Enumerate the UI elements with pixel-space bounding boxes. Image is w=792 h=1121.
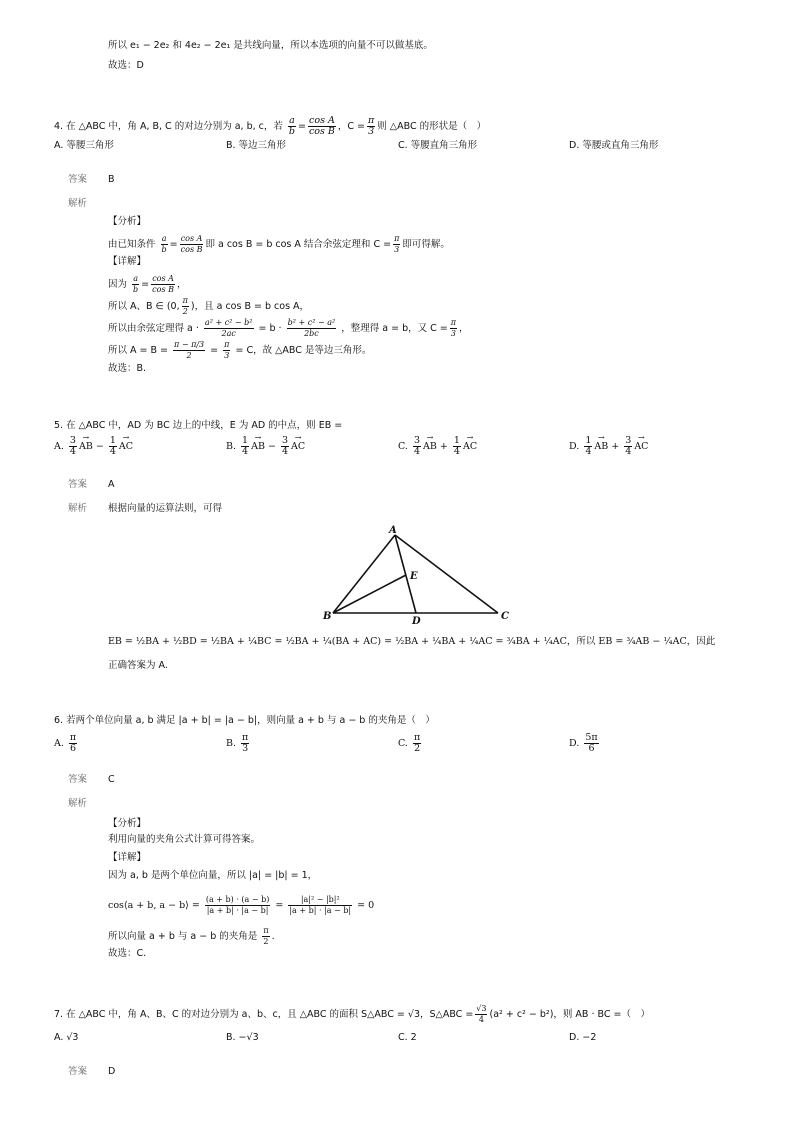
q4-analysis-label: 解析 [68,198,88,209]
q5-option-c[interactable]: C. $\frac{3}{4}$ → AB + $\frac{1}{4}$ → AC [398,436,477,458]
q6-conclusion: 故选：C. [108,948,147,959]
q6-option-c[interactable]: C. $\frac{\pi}{2}$ [398,732,421,754]
q5-answer-label: 答案 [68,479,88,490]
q6-analysis-label: 解析 [68,798,88,809]
q4-conclusion: 故选：B. [108,363,147,374]
triangle-figure [318,522,518,626]
q6-detail-line2: cos⟨a + b, a − b⟩ = $\frac{(a + b) \cdot (a - b)}{|a + b| \cdot |a - b|}$ = $\frac{\text{|a|² − |b|²}}{|a + b| \cdot |a - b|}$ = 0 [108,895,375,915]
q4-answer-value: B [108,174,115,185]
point-label-d: D [412,616,421,626]
vertex-label-c: C [501,611,509,622]
q5-option-a[interactable]: A. $\frac{3}{4}$ → AB − $\frac{1}{4}$ → AC [54,436,133,458]
q4-option-b[interactable]: B. 等边三角形 [226,140,287,151]
q7-option-b[interactable]: B. −√3 [226,1032,259,1043]
q4-stem: 4. 在 △ABC 中，角 A, B, C 的对边分别为 a, b, c，若 $\frac{a}{b}$ = $\frac{\text{cos A}}{\text{cos B}}$ ，C = $\frac{\pi}{3}$ 则 △ABC 的形状是（ ） [54,115,487,137]
q7-stem: 7. 在 △ABC 中，角 A、B、C 的对边分别为 a、b、c，且 △ABC 的面积 S△ABC = √3，S△ABC = $\frac{√3}{4}$ (a² + c² − b²)，则 AB · BC =（ ） [54,1004,650,1024]
q5-analysis-text: 根据向量的运算法则，可得 [108,503,223,514]
q5-derivation: EB = ½BA + ½BD = ½BA + ¼BC = ½BA + ¼(BA + AC) = ½BA + ¼BA + ¼AC = ¾BA + ¼AC，所以 EB = ¾AB − ¼AC，因此 [108,636,716,647]
q5-derivation-end: 正确答案为 A. [108,660,168,671]
q6-detail-line3: 所以向量 a + b 与 a − b 的夹角是 $\frac{\pi}{2}$ . [108,926,275,946]
q4-option-c[interactable]: C. 等腰直角三角形 [398,140,478,151]
q4-detail-line4: 所以 A = B = $\frac{\pi - \pi/3}{2}$ = $\frac{\pi}{3}$ = C，故 △ABC 是等边三角形。 [108,340,372,360]
vertex-label-a: A [389,525,397,536]
q5-stem: 5. 在 △ABC 中，AD 为 BC 边上的中线，E 为 AD 的中点，则 EB = [54,420,343,431]
prev-solution-line: 所以 e₁ − 2e₂ 和 4e₂ − 2e₁ 是共线向量，所以本选项的向量不可以做基底。 [108,40,433,51]
prev-conclusion: 故选：D [108,60,144,71]
q5-answer-value: A [108,479,115,490]
q7-option-a[interactable]: A. √3 [54,1032,79,1043]
q7-option-d[interactable]: D. −2 [569,1032,597,1043]
q6-answer-label: 答案 [68,774,88,785]
q5-analysis-label: 解析 [68,503,88,514]
q5-option-d[interactable]: D. $\frac{1}{4}$ → AB + $\frac{3}{4}$ → AC [569,436,648,458]
q6-fenxi-title: 【分析】 [108,818,147,829]
vertex-label-b: B [323,611,332,622]
q6-detail-line1: 因为 a, b 是两个单位向量，所以 |a| = |b| = 1， [108,870,318,881]
segment-be [333,575,406,613]
q4-option-d[interactable]: D. 等腰或直角三角形 [569,140,659,151]
q7-option-c[interactable]: C. 2 [398,1032,417,1043]
q7-answer-value: D [108,1066,116,1077]
q4-fenxi-title: 【分析】 [108,216,147,227]
q6-answer-value: C [108,774,115,785]
q6-option-d[interactable]: D. $\frac{5\pi}{6}$ [569,732,598,754]
q6-stem: 6. 若两个单位向量 a, b 满足 |a + b| = |a − b|，则向量 a + b 与 a − b 的夹角是（ ） [54,715,435,726]
point-label-e: E [410,571,418,582]
side-ab [333,535,395,613]
q4-detail-line3: 所以由余弦定理得 a · $\frac{\text{a² + c² − b²}}{2ac}$ = b · $\frac{\text{b² + c² − a²}}{2bc}$ ，整理得 a = b，又 C = $\frac{\pi}{3}$ ， [108,318,469,338]
q4-fenxi-text: 由已知条件 $\frac{a}{b}$ = $\frac{\text{cos A}}{\text{cos B}}$ 即 a cos B = b cos A 结合余弦定理和 C = $\frac{\pi}{3}$ 即可得解。 [108,234,450,254]
q5-option-b[interactable]: B. $\frac{1}{4}$ → AB − $\frac{3}{4}$ → AC [226,436,305,458]
q4-detail-line1: 因为 $\frac{a}{b}$ = $\frac{\text{cos A}}{\text{cos B}}$ ， [108,274,187,294]
q6-detail-title: 【详解】 [108,852,147,863]
q6-fenxi-text: 利用向量的夹角公式计算可得答案。 [108,834,261,845]
q4-detail-title: 【详解】 [108,256,147,267]
q6-option-a[interactable]: A. $\frac{\pi}{6}$ [54,732,77,754]
q6-option-b[interactable]: B. $\frac{\pi}{3}$ [226,732,249,754]
q4-answer-label: 答案 [68,174,88,185]
q4-detail-line2: 所以 A、B ∈ (0, $\frac{\pi}{2}$ )，且 a cos B = b cos A， [108,296,310,316]
q7-answer-label: 答案 [68,1066,88,1077]
q4-option-a[interactable]: A. 等腰三角形 [54,140,114,151]
